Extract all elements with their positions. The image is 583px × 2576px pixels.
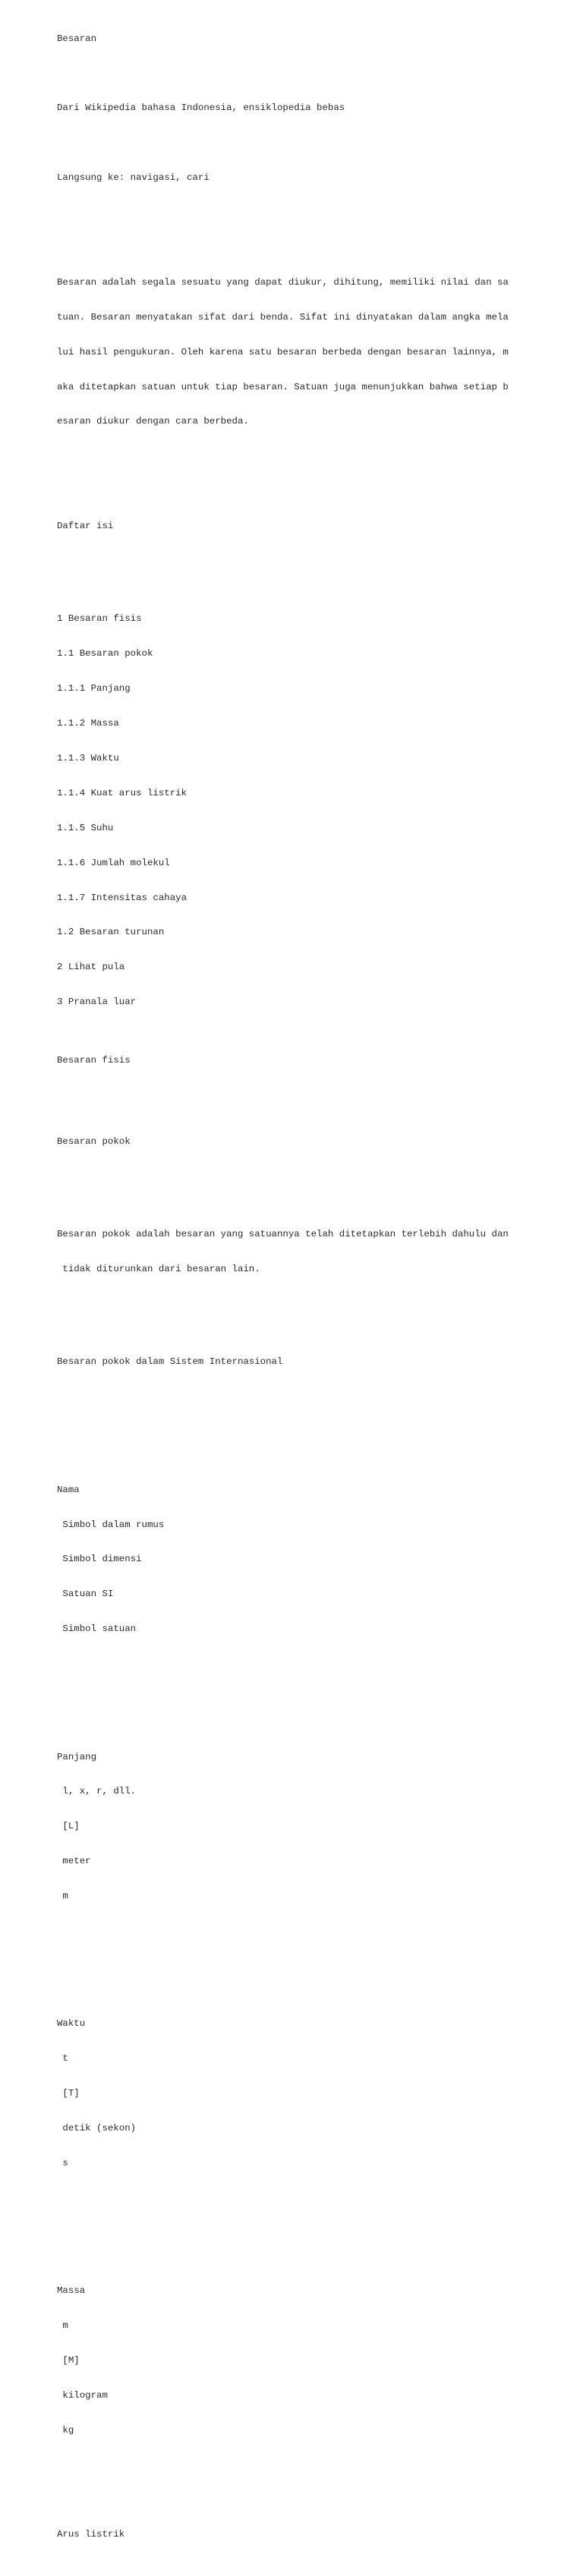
toc-item[interactable]: 1.1.4 Kuat arus listrik (57, 787, 188, 798)
table-row (57, 2263, 573, 2460)
source-line: Dari Wikipedia bahasa Indonesia, ensiklopedia bebas (57, 102, 345, 114)
header-name: Nama (57, 1484, 80, 1495)
document-body (57, 10, 573, 2576)
row-cell: m (57, 1891, 68, 1902)
toc-item[interactable]: 3 Pranala luar (57, 997, 137, 1008)
row-cell: kilogram (57, 2389, 108, 2401)
intro-line: Besaran adalah segala sesuatu yang dapat diukur, dihitung, memiliki nilai dan sa (57, 276, 509, 288)
toc-item[interactable]: 1.1 Besaran pokok (57, 648, 153, 660)
toc-item[interactable]: 1.2 Besaran turunan (57, 927, 165, 938)
header-cell: Simbol satuan (57, 1623, 137, 1635)
row-name: Waktu (57, 2018, 86, 2030)
pokok-line: Besaran pokok adalah besaran yang satuannya telah ditetapkan terlebih dahulu dan (57, 1229, 509, 1240)
row-cell: [M] (57, 2354, 80, 2366)
section-heading-pokok: Besaran pokok (57, 1135, 131, 1147)
table-header (57, 1461, 573, 1658)
toc-item[interactable]: 1.1.1 Panjang (57, 683, 131, 694)
pokok-line: tidak diturunkan dari besaran lain. (57, 1264, 260, 1275)
row-cell: kg (57, 2424, 74, 2436)
row-name: Massa (57, 2285, 86, 2297)
header-cell: Satuan SI (57, 1589, 114, 1600)
row-cell: [L] (57, 1821, 80, 1832)
toc-item[interactable]: 1 Besaran fisis (57, 613, 142, 625)
toc-item[interactable]: 1.1.3 Waktu (57, 753, 119, 764)
toc-item[interactable]: 1.1.6 Jumlah molekul (57, 857, 170, 868)
toc-item[interactable]: 1.1.2 Massa (57, 718, 119, 729)
toc-item[interactable]: 1.1.5 Suhu (57, 822, 114, 833)
si-table-title: Besaran pokok dalam Sistem Internasional (57, 1356, 283, 1368)
table-of-contents (57, 590, 573, 1031)
toc-heading: Daftar isi (57, 521, 114, 532)
row-name: Arus listrik (57, 2529, 125, 2540)
si-table (57, 1438, 573, 2565)
jump-to-links[interactable]: Langsung ke: navigasi, cari (57, 172, 210, 184)
intro-line: aka ditetapkan satuan untuk tiap besaran. Satuan juga menunjukkan bahwa setiap b (57, 381, 509, 392)
row-cell: t (57, 2053, 68, 2064)
header-cell: Simbol dimensi (57, 1554, 142, 1565)
intro-line: lui hasil pengukuran. Oleh karena satu besaran berbeda dengan besaran lainnya, m (57, 346, 509, 357)
toc-item[interactable]: 2 Lihat pula (57, 962, 125, 973)
row-cell: s (57, 2157, 68, 2168)
intro-line: tuan. Besaran menyatakan sifat dari benda. Sifat ini dinyatakan dalam angka mela (57, 311, 509, 323)
intro-line: esaran diukur dengan cara berbeda. (57, 416, 249, 427)
table-row (57, 1995, 573, 2193)
row-cell: [T] (57, 2088, 80, 2099)
section-heading-fisis: Besaran fisis (57, 1054, 131, 1066)
header-cell: Simbol dalam rumus (57, 1519, 165, 1530)
table-row (57, 1728, 573, 1926)
intro-paragraph (57, 254, 573, 451)
toc-item[interactable]: 1.1.7 Intensitas cahaya (57, 892, 188, 903)
row-cell: l, x, r, dll. (57, 1786, 137, 1797)
row-name: Panjang (57, 1751, 97, 1762)
row-cell: m (57, 2320, 68, 2332)
page-title: Besaran (57, 33, 97, 44)
row-cell: meter (57, 1856, 91, 1867)
pokok-paragraph (57, 1206, 573, 1299)
row-cell: detik (sekon) (57, 2123, 137, 2134)
